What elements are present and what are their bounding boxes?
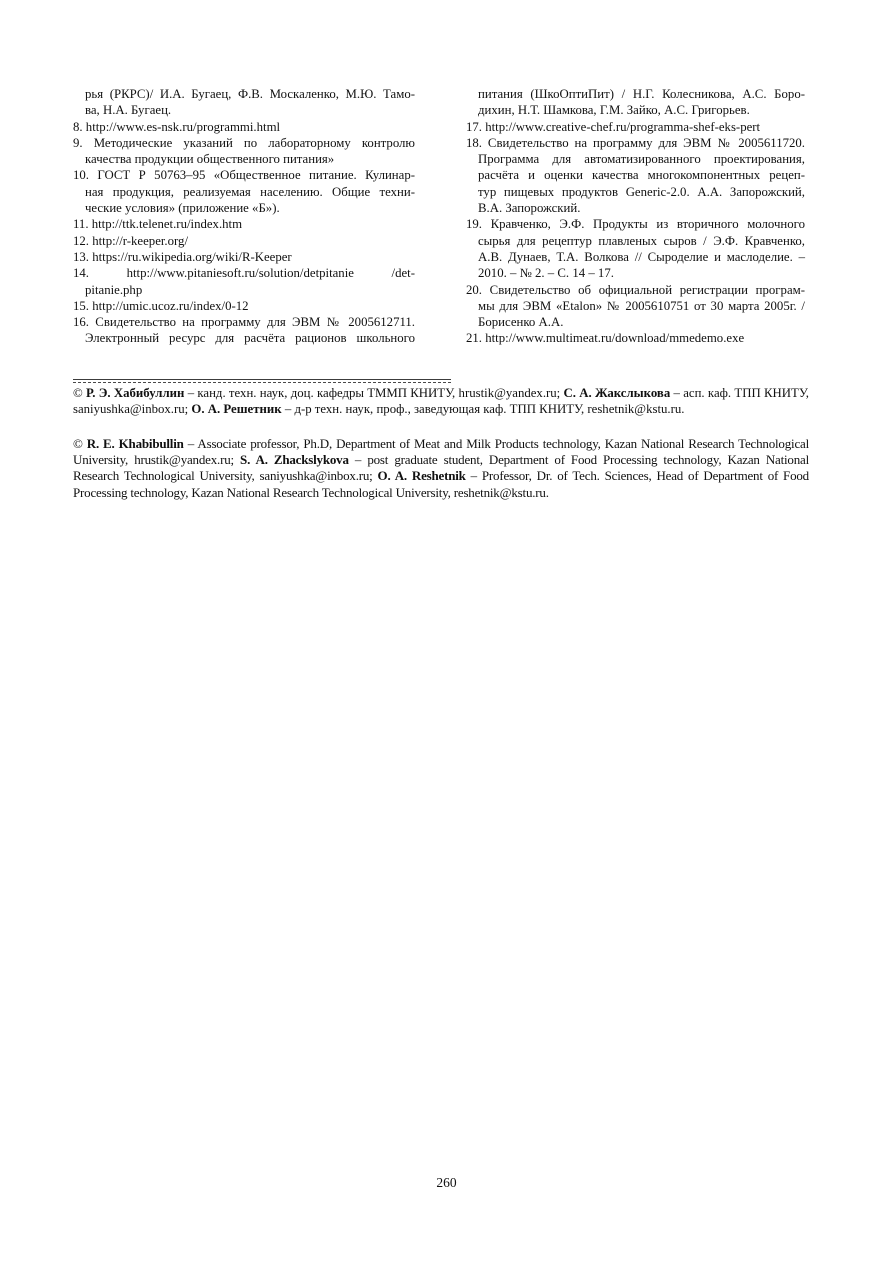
reference-line: 14. http://www.pitaniesoft.ru/solution/detpitanie /det- [73,266,415,281]
footer-text: – канд. техн. наук, доц. кафедры ТММП КНИТУ, hrustik@yandex.ru; [184,386,564,400]
reference-item [73,135,415,168]
reference-item [73,249,415,265]
reference-line: 11. http://ttk.telenet.ru/index.htm [73,217,243,232]
reference-line: 19. Кравченко, Э.Ф. Продукты из вторичного молочного [466,217,805,232]
references-section [73,86,805,347]
reference-line: 15. http://umic.ucoz.ru/index/0-12 [73,298,249,313]
author-name: R. E. Khabibullin [86,436,184,451]
reference-item [466,135,805,216]
footer-text: – д-р техн. наук, проф., заведующая каф. ТПП КНИТУ, reshetnik@kstu.ru. [281,401,685,416]
author-name: О. А. Решетник [191,401,282,416]
footer-text: – асп. каф. ТПП КНИТУ, saniyushka@inbox.ru; [73,386,810,416]
footer-text: – Associate professor, Ph.D, Department of Meat and Milk Products technology, Kazan National Research Technological University, hrustik@yandex.ru; [73,436,809,468]
reference-line: питания (ШкоОптиПит) / Н.Г. Колесникова, А.С. Боро- [478,87,805,101]
authors-info-english [73,436,809,501]
footer-text: – post graduate student, Department of Food Processing technology, Kazan National Research Technological University, saniyushka@inbox.ru; [73,452,809,484]
reference-line: pitanie.php [85,282,143,297]
reference-line: ва, Н.А. Бугаец. [85,103,172,118]
reference-line: В.А. Запорожский. [478,201,581,216]
author-name: O. A. Reshetnik [377,468,466,484]
reference-line: 16. Свидетельство на программу для ЭВМ № 2005612711. [73,315,415,330]
reference-item [73,233,415,249]
reference-line: ческие условия» (приложение «Б»). [85,201,280,216]
reference-line: расчёта и оценки качества многокомпонентных рецеп- [478,168,805,183]
reference-line: мы для ЭВМ «Etalon» № 2005610751 от 30 марта 2005г. / [478,298,805,313]
reference-line: тур пищевых продуктов Generic-2.0. А.А. Запорожский, [478,184,805,199]
reference-item [73,86,415,119]
reference-item [466,216,805,281]
footer-text: © [73,436,87,451]
reference-line: Борисенко А.А. [478,315,564,330]
reference-line: дихин, Н.Т. Шамкова, Г.М. Зайко, А.С. Григорьев. [478,103,750,118]
reference-item [466,330,805,346]
reference-line: рья (РКРС)/ И.А. Бугаец, Ф.В. Москаленко, М.Ю. Тамо- [85,87,415,101]
reference-line: качества продукции общественного питания» [85,152,335,167]
author-name: S. A. Zhackslykova [240,452,349,468]
reference-line: 17. http://www.creative-chef.ru/programma-shef-eks-pert [466,119,761,134]
footnote-separator-rule [73,379,451,383]
reference-line: 12. http://r-keeper.org/ [73,233,189,248]
references-column-left [73,86,415,347]
reference-line: 9. Методические указаний по лабораторному контролю [73,135,415,150]
reference-item [466,282,805,331]
reference-line: 8. http://www.es-nsk.ru/programmi.html [73,119,281,134]
reference-item [466,119,805,135]
authors-info-russian [73,386,809,418]
reference-line: Программа для автоматизированного проектирования, [478,152,805,167]
reference-item [73,298,415,314]
reference-item [466,86,805,119]
reference-line: 21. http://www.multimeat.ru/download/mmedemo.exe [466,331,745,346]
reference-line: А.В. Дунаев, Т.А. Волкова // Сыроделие и маслоделие. – [478,249,805,264]
reference-item [73,265,415,298]
reference-item [73,314,415,347]
author-name: Р. Э. Хабибуллин [86,386,185,400]
reference-line: 18. Свидетельство на программу для ЭВМ № 2005611720. [466,135,805,150]
reference-line: 20. Свидетельство об официальной регистрации програм- [466,282,805,297]
author-name: С. А. Жакслыкова [563,386,671,400]
reference-item [73,167,415,216]
footer-text: – Professor, Dr. of Tech. Sciences, Head of Department of Food Processing technology, Kazan National Research Technological University, reshetnik@kstu.ru. [73,468,809,500]
reference-item [73,216,415,232]
reference-line: Электронный ресурс для расчёта рационов школьного [85,331,415,346]
reference-item [73,119,415,135]
reference-line: 2010. – № 2. – С. 14 – 17. [478,266,614,281]
reference-line: 10. ГОСТ Р 50763–95 «Общественное питание. Кулинар- [73,168,415,183]
reference-line: ная продукция, реализуемая населению. Общие техни- [85,184,415,199]
page-number: 260 [436,1175,457,1190]
reference-line: 13. https://ru.wikipedia.org/wiki/R-Keeper [73,249,292,264]
footer-text: © [73,386,87,400]
references-column-right [466,86,805,347]
reference-line: сырья для рецептур плавленых сыров / Э.Ф. Кравченко, [478,233,805,248]
